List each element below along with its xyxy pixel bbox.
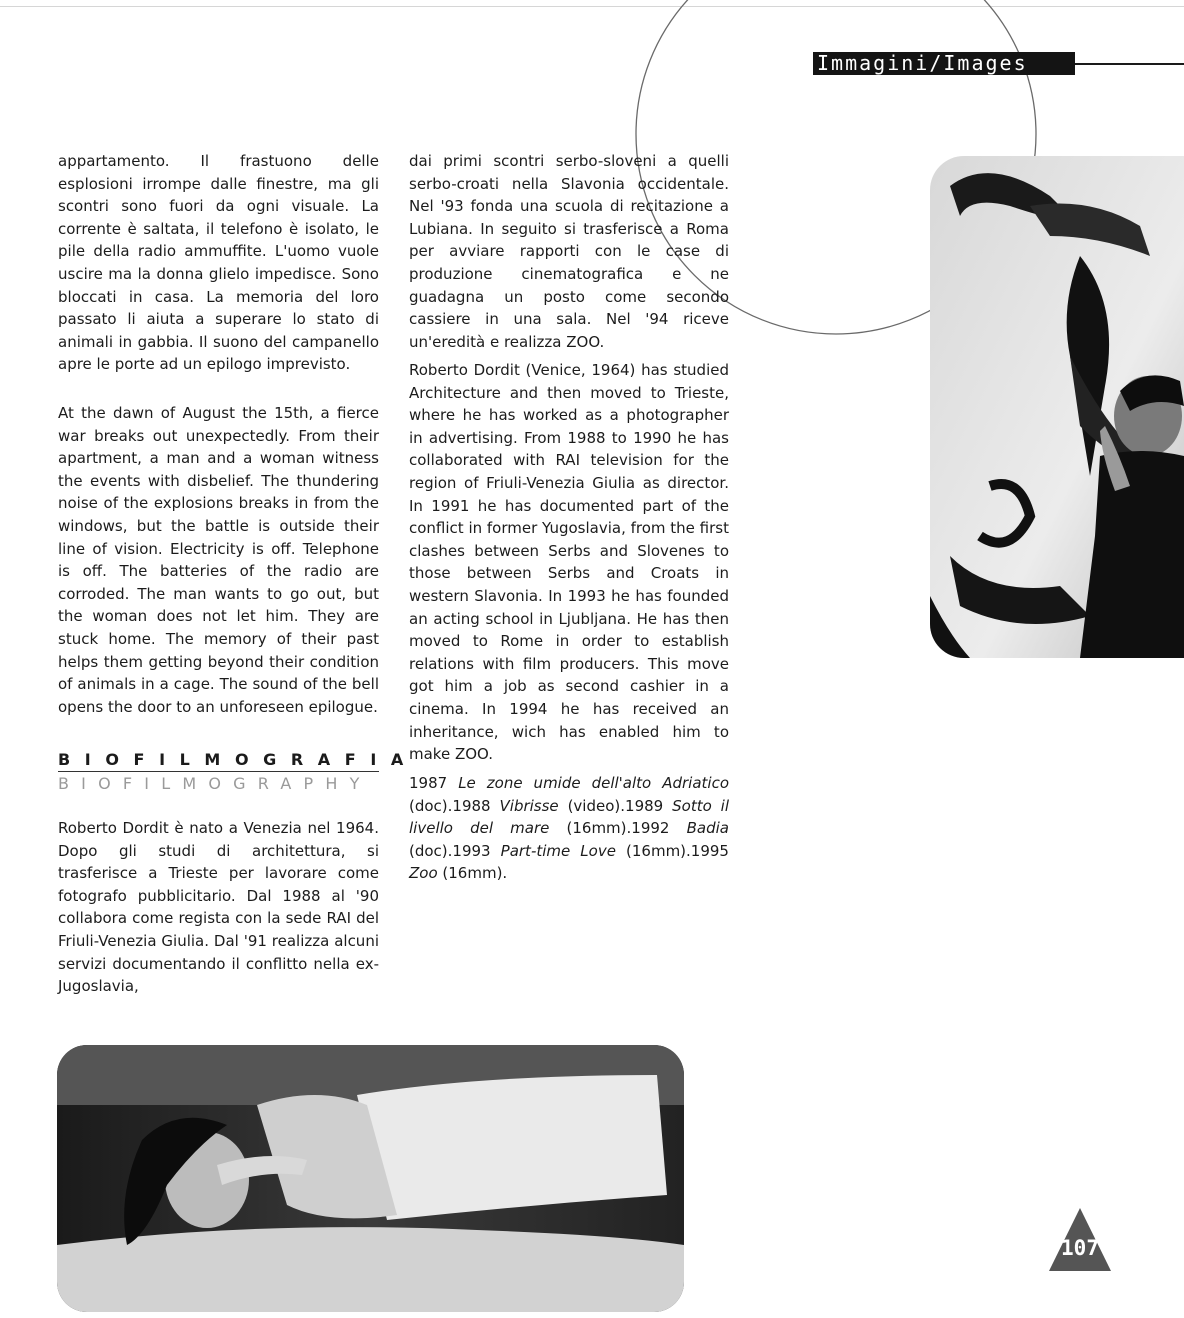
section-label: Immagini/Images bbox=[813, 52, 1075, 75]
film-year: 1989 bbox=[625, 796, 673, 815]
film-note: (doc). bbox=[409, 796, 453, 815]
film-note: (16mm). bbox=[437, 864, 508, 883]
film-title: Sotto il livello del mare bbox=[409, 796, 730, 838]
section-rule bbox=[1075, 63, 1184, 65]
film-note: (16mm). bbox=[615, 841, 691, 860]
biofilmografia-heading bbox=[58, 750, 418, 769]
filmography bbox=[409, 772, 729, 885]
page-number: 107 bbox=[1061, 1236, 1099, 1260]
english-bio: Roberto Dordit (Venice, 1964) has studied Architecture and then moved to Trieste, where he has worked as a photographer in advertising. From 1988 to 1990 he has collaborated with RAI television for the region of Friuli-Venezia Giulia as director. In 1991 he has documented part of the conflict in former Yugoslavia, from the first clashes between Serbs and Slovenes to those between Serbs and Croats in western Slavonia. In 1993 he has founded an acting school in Ljubljana. He has then moved to Rome in order to establish relations with film producers. This move got him a job as second cashier in a cinema. In 1994 he has received an inheritance, wich has enabled him to make ZOO. bbox=[409, 361, 729, 764]
film-title: Zoo bbox=[409, 864, 438, 883]
film-note: (16mm). bbox=[549, 819, 632, 838]
photo-woman-lying bbox=[57, 1045, 684, 1312]
film-year: 1992 bbox=[631, 819, 687, 838]
film-title: Badia bbox=[686, 819, 729, 838]
italian-synopsis: appartamento. Il frastuono delle esplosioni irrompe dalle finestre, ma gli scontri sono fuori da ogni visuale. La corrente è saltata, il telefono è isolato, le pile della radio ammuffite. L'uomo vuole uscire ma la donna glielo impedisce. Sono bloccati in casa. La memoria del loro passato li aiuta a superare lo stato di animali in gabbia. Il suono del campanello apre le porte ad un epilogo imprevisto. bbox=[58, 152, 379, 374]
heading-text: BIOFILMOGRAPHY bbox=[58, 774, 372, 793]
english-synopsis: At the dawn of August the 15th, a fierce war breaks out unexpectedly. From their apartment, a man and a woman witness the events with disbelief. The thundering noise of the explosions breaks in from the windows, but the battle is outside their line of vision. Electricity is off. Telephone is off. The batteries of the radio are corroded. The man wants to go out, but the woman does not let him. They are stuck home. The memory of their past helps them getting beyond their condition of animals in a cage. The sound of the bell opens the door to an unforeseen epilogue. bbox=[58, 404, 379, 716]
film-year: 1993 bbox=[452, 841, 501, 860]
heading-text: BIOFILMOGRAFIA bbox=[58, 750, 418, 769]
photo-man-with-mural bbox=[930, 156, 1184, 658]
film-note: (video). bbox=[558, 796, 626, 815]
biofilmography-heading bbox=[58, 774, 379, 793]
film-title: Le zone umide dell'alto Adriatico bbox=[458, 774, 730, 792]
italian-bio: Roberto Dordit è nato a Venezia nel 1964. Dopo gli studi di architettura, si trasferisce a Trieste per lavorare come fotografo pubblicitario. Dal 1988 al '90 collabora come regista con la sede RAI del Friuli-Venezia Giulia. Dal '91 realizza alcuni servizi documentando il conflitto nella ex-Jugoslavia, bbox=[58, 819, 379, 996]
film-year: 1988 bbox=[452, 796, 500, 815]
heading-rule bbox=[58, 771, 379, 772]
film-title: Part-time Love bbox=[500, 841, 616, 860]
italian-bio-continued: dai primi scontri serbo-sloveni a quelli serbo-croati nella Slavonia occidentale. Nel '93 fonda una scuola di recitazione a Lubiana. In seguito si trasferisce a Roma per avviare rapporti con le case di produzione cinematografica e ne guadagna un posto come secondo cassiere in una sala. Nel '94 riceve un'eredità e realizza ZOO. bbox=[409, 152, 729, 351]
film-year: 1987 bbox=[409, 774, 459, 792]
film-note: (doc). bbox=[409, 841, 453, 860]
film-title: Vibrisse bbox=[499, 796, 559, 815]
film-year: 1995 bbox=[690, 841, 729, 860]
